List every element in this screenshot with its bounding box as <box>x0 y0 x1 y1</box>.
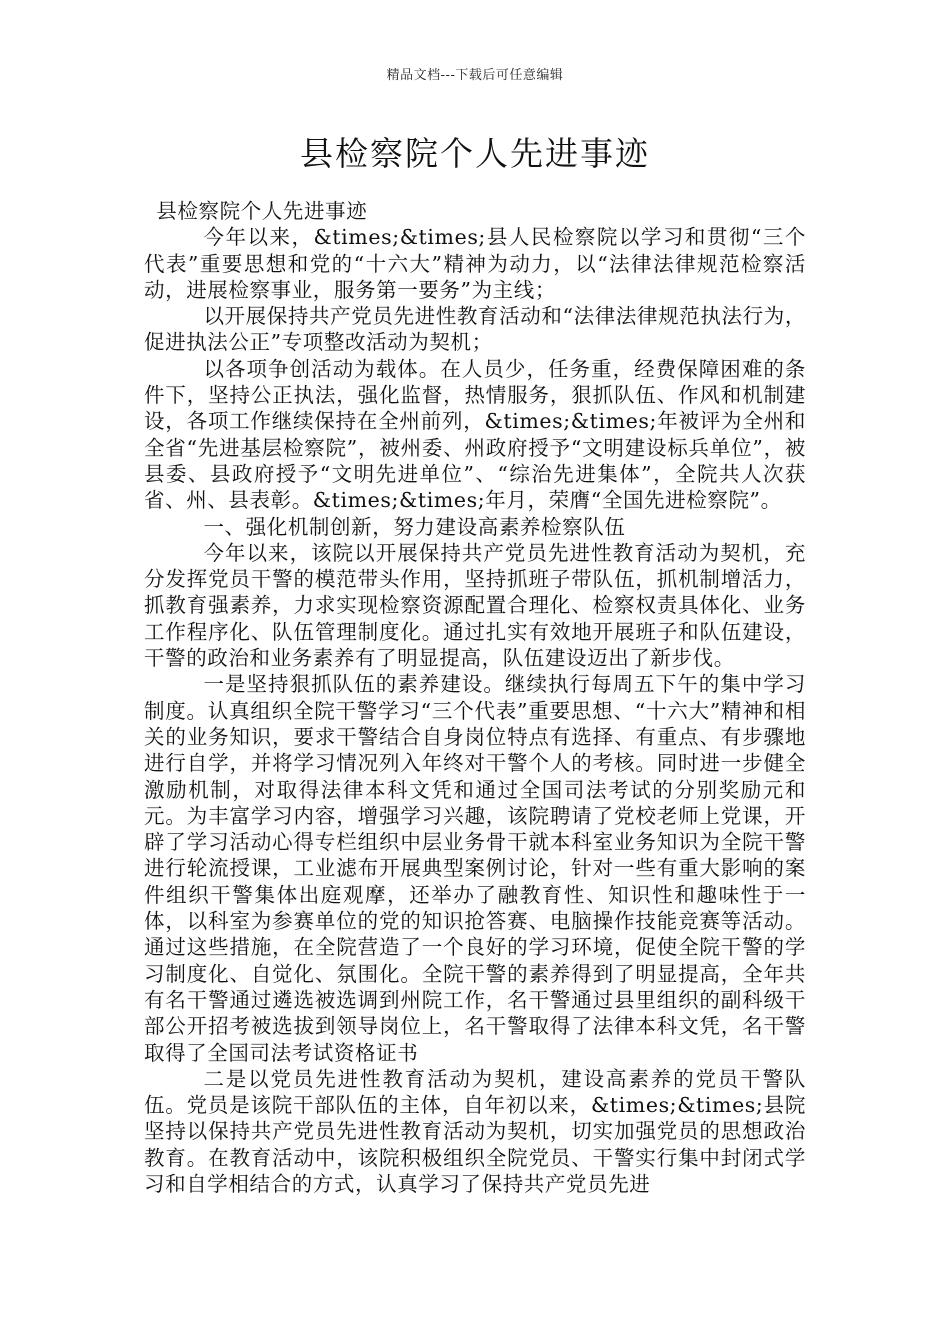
paragraph-point-two: 二是以党员先进性教育活动为契机，建设高素养的党员干警队伍。党员是该院干部队伍的主体，自年初以来，&times;&times;县院坚持以保持共产党员先进性教育活动为契机，切实加强党员的思想政治教育。在教育活动中，该院积极组织全院党员、干警实行集中封闭式学习和自学相结合的方式，认真学习了保持共产党员先进 <box>144 1066 806 1196</box>
document-subtitle: 县检察院个人先进事迹 <box>156 199 368 223</box>
document-title: 县检察院个人先进事迹 <box>300 134 650 173</box>
header-note: 精品文档---下载后可任意编辑 <box>386 68 564 83</box>
paragraph-point-one: 一是坚持狠抓队伍的素养建设。继续执行每周五下午的集中学习制度。认真组织全院干警学习“三个代表”重要思想、“十六大”精神和相关的业务知识，要求干警结合自身岗位特点有选择、有重点、有步骤地进行自学，并将学习情况列入年终对干警个人的考核。同时进一步健全激励机制，对取得法律本科文凭和通过全国司法考试的分别奖励元和元。为丰富学习内容，增强学习兴趣，该院聘请了党校老师上党课，开辟了学习活动心得专栏组织中层业务骨干就本科室业务知识为全院干警进行轮流授课，工业滤布开展典型案例讨论，针对一些有重大影响的案件组织干警集体出庭观摩，还举办了融教育性、知识性和趣味性于一体，以科室为参赛单位的党的知识抢答赛、电脑操作技能竞赛等活动。通过这些措施，在全院营造了一个良好的学习环境，促使全院干警的学习制度化、自觉化、氛围化。全院干警的素养得到了明显提高，全年共有名干警通过遴选被选调到州院工作，名干警通过县里组织的副科级干部公开招考被选拔到领导岗位上，名干警取得了法律本科文凭，名干警取得了全国司法考试资格证书 <box>144 672 806 1065</box>
paragraph-intro: 今年以来，&times;&times;县人民检察院以学习和贯彻“三个代表”重要思想和党的“十六大”精神为动力，以“法律法律规范检察活动，进展检察事业，服务第一要务”为主线； <box>144 225 806 302</box>
document-body <box>144 198 806 1197</box>
paragraph-opportunity: 以开展保持共产党员先进性教育活动和“法律法律规范执法行为，促进执法公正”专项整改活动为契机； <box>144 304 806 355</box>
section-heading-one: 一、强化机制创新，努力建设高素养检察队伍 <box>203 514 626 539</box>
paragraph-achievements: 以各项争创活动为载体。在人员少，任务重，经费保障困难的条件下，坚持公正执法，强化监督，热情服务，狠抓队伍、作风和机制建设，各项工作继续保持在全州前列，&times;&times;年被评为全州和全省“先进基层检察院”，被州委、州政府授予“文明建设标兵单位”，被县委、县政府授予“文明先进单位”、“综治先进集体”，全院共人次获省、州、县表彰。&times;&times;年月，荣膺“全国先进检察院”。 <box>144 356 806 513</box>
paragraph-team-building: 今年以来，该院以开展保持共产党员先进性教育活动为契机，充分发挥党员干警的模范带头作用，坚持抓班子带队伍，抓机制增活力，抓教育强素养，力求实现检察资源配置合理化、检察权责具体化、业务工作程序化、队伍管理制度化。通过扎实有效地开展班子和队伍建设，干警的政治和业务素养有了明显提高，队伍建设迈出了新步伐。 <box>144 540 806 671</box>
